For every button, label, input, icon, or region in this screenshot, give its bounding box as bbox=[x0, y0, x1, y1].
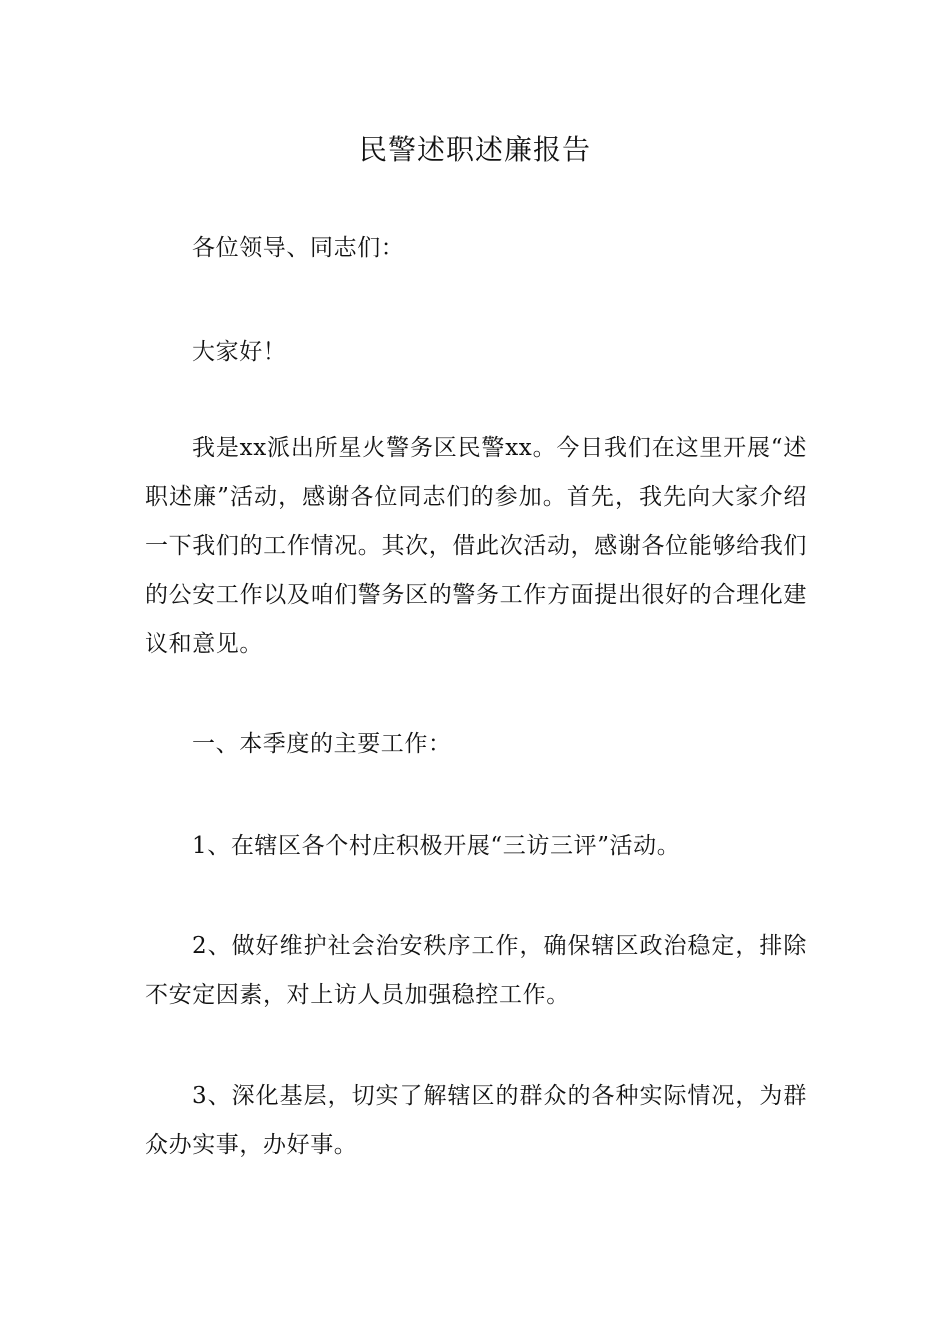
work-item-3: 3、深化基层，切实了解辖区的群众的各种实际情况，为群众办实事，办好事。 bbox=[145, 1083, 807, 1158]
intro-paragraph: 我是xx派出所星火警务区民警xx。今日我们在这里开展“述职述廉”活动，感谢各位同志们的参加。首先，我先向大家介绍一下我们的工作情况。其次，借此次活动，感谢各位能够给我们的公安工作以及咱们警务区的警务工作方面提出很好的合理化建议和意见。 bbox=[145, 435, 807, 657]
hello-paragraph: 大家好！ bbox=[192, 339, 287, 365]
document-title: 民警述职述廉报告 bbox=[358, 133, 591, 166]
work-item-2: 2、做好维护社会治安秩序工作，确保辖区政治稳定，排除不安定因素，对上访人员加强稳控工作。 bbox=[145, 933, 807, 1008]
greeting-paragraph: 各位领导、同志们： bbox=[192, 235, 405, 261]
section-heading: 一、本季度的主要工作： bbox=[192, 731, 452, 757]
work-item-1: 1、在辖区各个村庄积极开展“三访三评”活动。 bbox=[192, 833, 681, 859]
